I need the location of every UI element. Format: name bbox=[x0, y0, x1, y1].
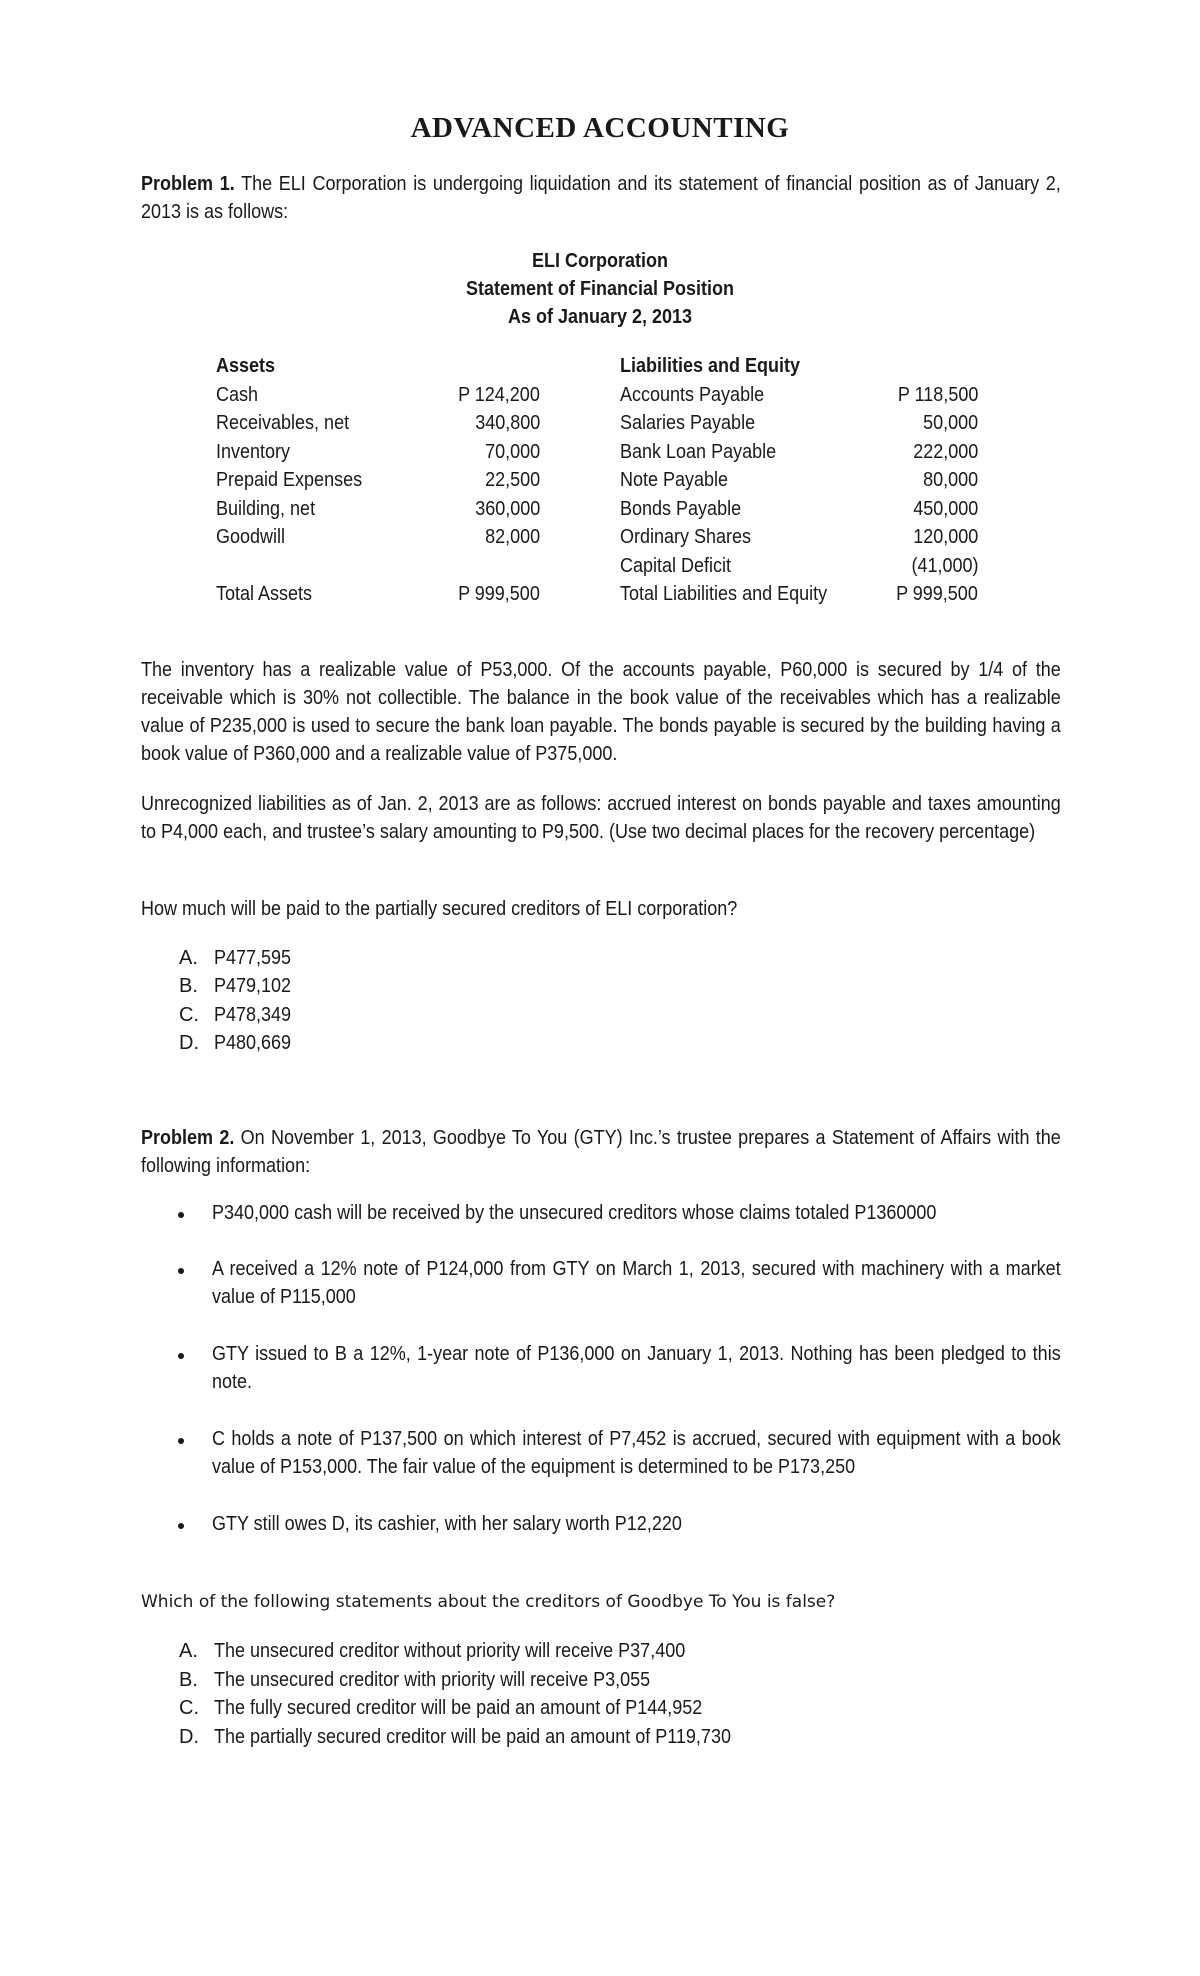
statement-heading bbox=[0, 247, 1200, 331]
bullet-item: P340,000 cash will be received by the unsecured creditors whose claims totaled P1360000 bbox=[212, 1202, 937, 1224]
liability-amount: P 118,500 bbox=[897, 384, 978, 406]
statement-date: As of January 2, 2013 bbox=[507, 306, 693, 328]
problem2-intro-text: On November 1, 2013, Goodbye To You (GTY) Inc.’s trustee prepares a Statement of Affairs with the following information: bbox=[141, 1127, 1061, 1177]
liability-label: Capital Deficit bbox=[620, 555, 732, 577]
problem2-intro bbox=[141, 1124, 1061, 1180]
asset-label: Prepaid Expenses bbox=[216, 469, 363, 491]
asset-amount: 70,000 bbox=[484, 441, 540, 463]
option-text: The partially secured creditor will be paid an amount of P119,730 bbox=[214, 1726, 731, 1748]
liability-amount: 120,000 bbox=[912, 526, 978, 548]
option-letter: D. bbox=[179, 1032, 199, 1054]
problem1-intro-text: The ELI Corporation is undergoing liquidation and its statement of financial position as of January 2, 2013 is as follows: bbox=[141, 173, 1061, 223]
bullet-icon bbox=[178, 1523, 184, 1529]
bullet-item: C holds a note of P137,500 on which interest of P7,452 is accrued, secured with equipment with a book value of P153,000. The fair value of the equipment is determined to be P173,250 bbox=[212, 1428, 1061, 1478]
liabilities-header: Liabilities and Equity bbox=[620, 355, 801, 377]
bullet-icon bbox=[178, 1268, 184, 1274]
problem1-label: Problem 1. bbox=[141, 173, 235, 195]
liability-label: Note Payable bbox=[620, 469, 729, 491]
liability-amount: 222,000 bbox=[912, 441, 978, 463]
asset-label: Receivables, net bbox=[216, 412, 350, 434]
bullet-item: A received a 12% note of P124,000 from GTY on March 1, 2013, secured with machinery with a market value of P115,000 bbox=[212, 1258, 1061, 1308]
document-title: ADVANCED ACCOUNTING bbox=[410, 112, 790, 144]
liability-amount: (41,000) bbox=[910, 555, 978, 577]
liability-label: Accounts Payable bbox=[620, 384, 765, 406]
liability-label: Ordinary Shares bbox=[620, 526, 752, 548]
option-text: P478,349 bbox=[214, 1004, 292, 1026]
bullet-icon bbox=[178, 1353, 184, 1359]
liability-amount: 50,000 bbox=[922, 412, 978, 434]
asset-amount: P 124,200 bbox=[458, 384, 540, 406]
asset-label: Building, net bbox=[216, 498, 316, 520]
asset-label: Cash bbox=[216, 384, 259, 406]
total-assets-amount: P 999,500 bbox=[458, 583, 540, 605]
problem2-label: Problem 2. bbox=[141, 1127, 235, 1149]
problem1-paragraph-1: The inventory has a realizable value of P53,000. Of the accounts payable, P60,000 is secured by 1/4 of the receivable which is 30% not collectible. The balance in the book value of the receivables which has a realizable value of P235,000 is used to secure the bank loan payable. The bonds payable is secured by the building having a book value of P360,000 and a realizable value of P375,000. bbox=[141, 659, 1061, 765]
asset-amount: 340,800 bbox=[474, 412, 540, 434]
option-text: P479,102 bbox=[214, 975, 292, 997]
option-text: The fully secured creditor will be paid an amount of P144,952 bbox=[214, 1697, 703, 1719]
asset-amount: 82,000 bbox=[484, 526, 540, 548]
problem1-paragraph-2: Unrecognized liabilities as of Jan. 2, 2013 are as follows: accrued interest on bonds payable and taxes amounting to P4,000 each, and trustee’s salary amounting to P9,500. (Use two decimal places for the recovery percentage) bbox=[141, 793, 1061, 843]
liability-amount: 450,000 bbox=[912, 498, 978, 520]
liability-label: Salaries Payable bbox=[620, 412, 756, 434]
problem2-question: Which of the following statements about the creditors of Goodbye To You is false? bbox=[141, 1592, 836, 1612]
option-letter: C. bbox=[179, 1697, 199, 1719]
option-letter: B. bbox=[179, 1669, 198, 1691]
asset-label: Goodwill bbox=[216, 526, 286, 548]
bullet-icon bbox=[178, 1438, 184, 1444]
option-letter: A. bbox=[179, 947, 198, 969]
statement-company: ELI Corporation bbox=[531, 250, 668, 272]
liability-label: Bank Loan Payable bbox=[620, 441, 777, 463]
asset-label: Inventory bbox=[216, 441, 291, 463]
option-letter: A. bbox=[179, 1640, 198, 1662]
assets-header: Assets bbox=[216, 355, 276, 377]
option-text: The unsecured creditor with priority will receive P3,055 bbox=[214, 1669, 651, 1691]
total-liabilities-amount: P 999,500 bbox=[896, 583, 978, 605]
option-text: P480,669 bbox=[214, 1032, 292, 1054]
asset-amount: 22,500 bbox=[484, 469, 540, 491]
bullet-item: GTY issued to B a 12%, 1-year note of P136,000 on January 1, 2013. Nothing has been pledged to this note. bbox=[212, 1343, 1061, 1393]
problem1-intro bbox=[141, 170, 1061, 226]
option-letter: C. bbox=[179, 1004, 199, 1026]
option-letter: D. bbox=[179, 1726, 199, 1748]
option-text: The unsecured creditor without priority will receive P37,400 bbox=[214, 1640, 686, 1662]
total-assets-label: Total Assets bbox=[216, 583, 313, 605]
option-letter: B. bbox=[179, 975, 198, 997]
problem1-question: How much will be paid to the partially secured creditors of ELI corporation? bbox=[141, 898, 738, 920]
liability-amount: 80,000 bbox=[922, 469, 978, 491]
bullet-icon bbox=[178, 1212, 184, 1218]
asset-amount: 360,000 bbox=[474, 498, 540, 520]
option-text: P477,595 bbox=[214, 947, 292, 969]
total-liabilities-label: Total Liabilities and Equity bbox=[620, 583, 828, 605]
statement-name: Statement of Financial Position bbox=[465, 278, 735, 300]
bullet-item: GTY still owes D, its cashier, with her salary worth P12,220 bbox=[212, 1513, 682, 1535]
liability-label: Bonds Payable bbox=[620, 498, 742, 520]
